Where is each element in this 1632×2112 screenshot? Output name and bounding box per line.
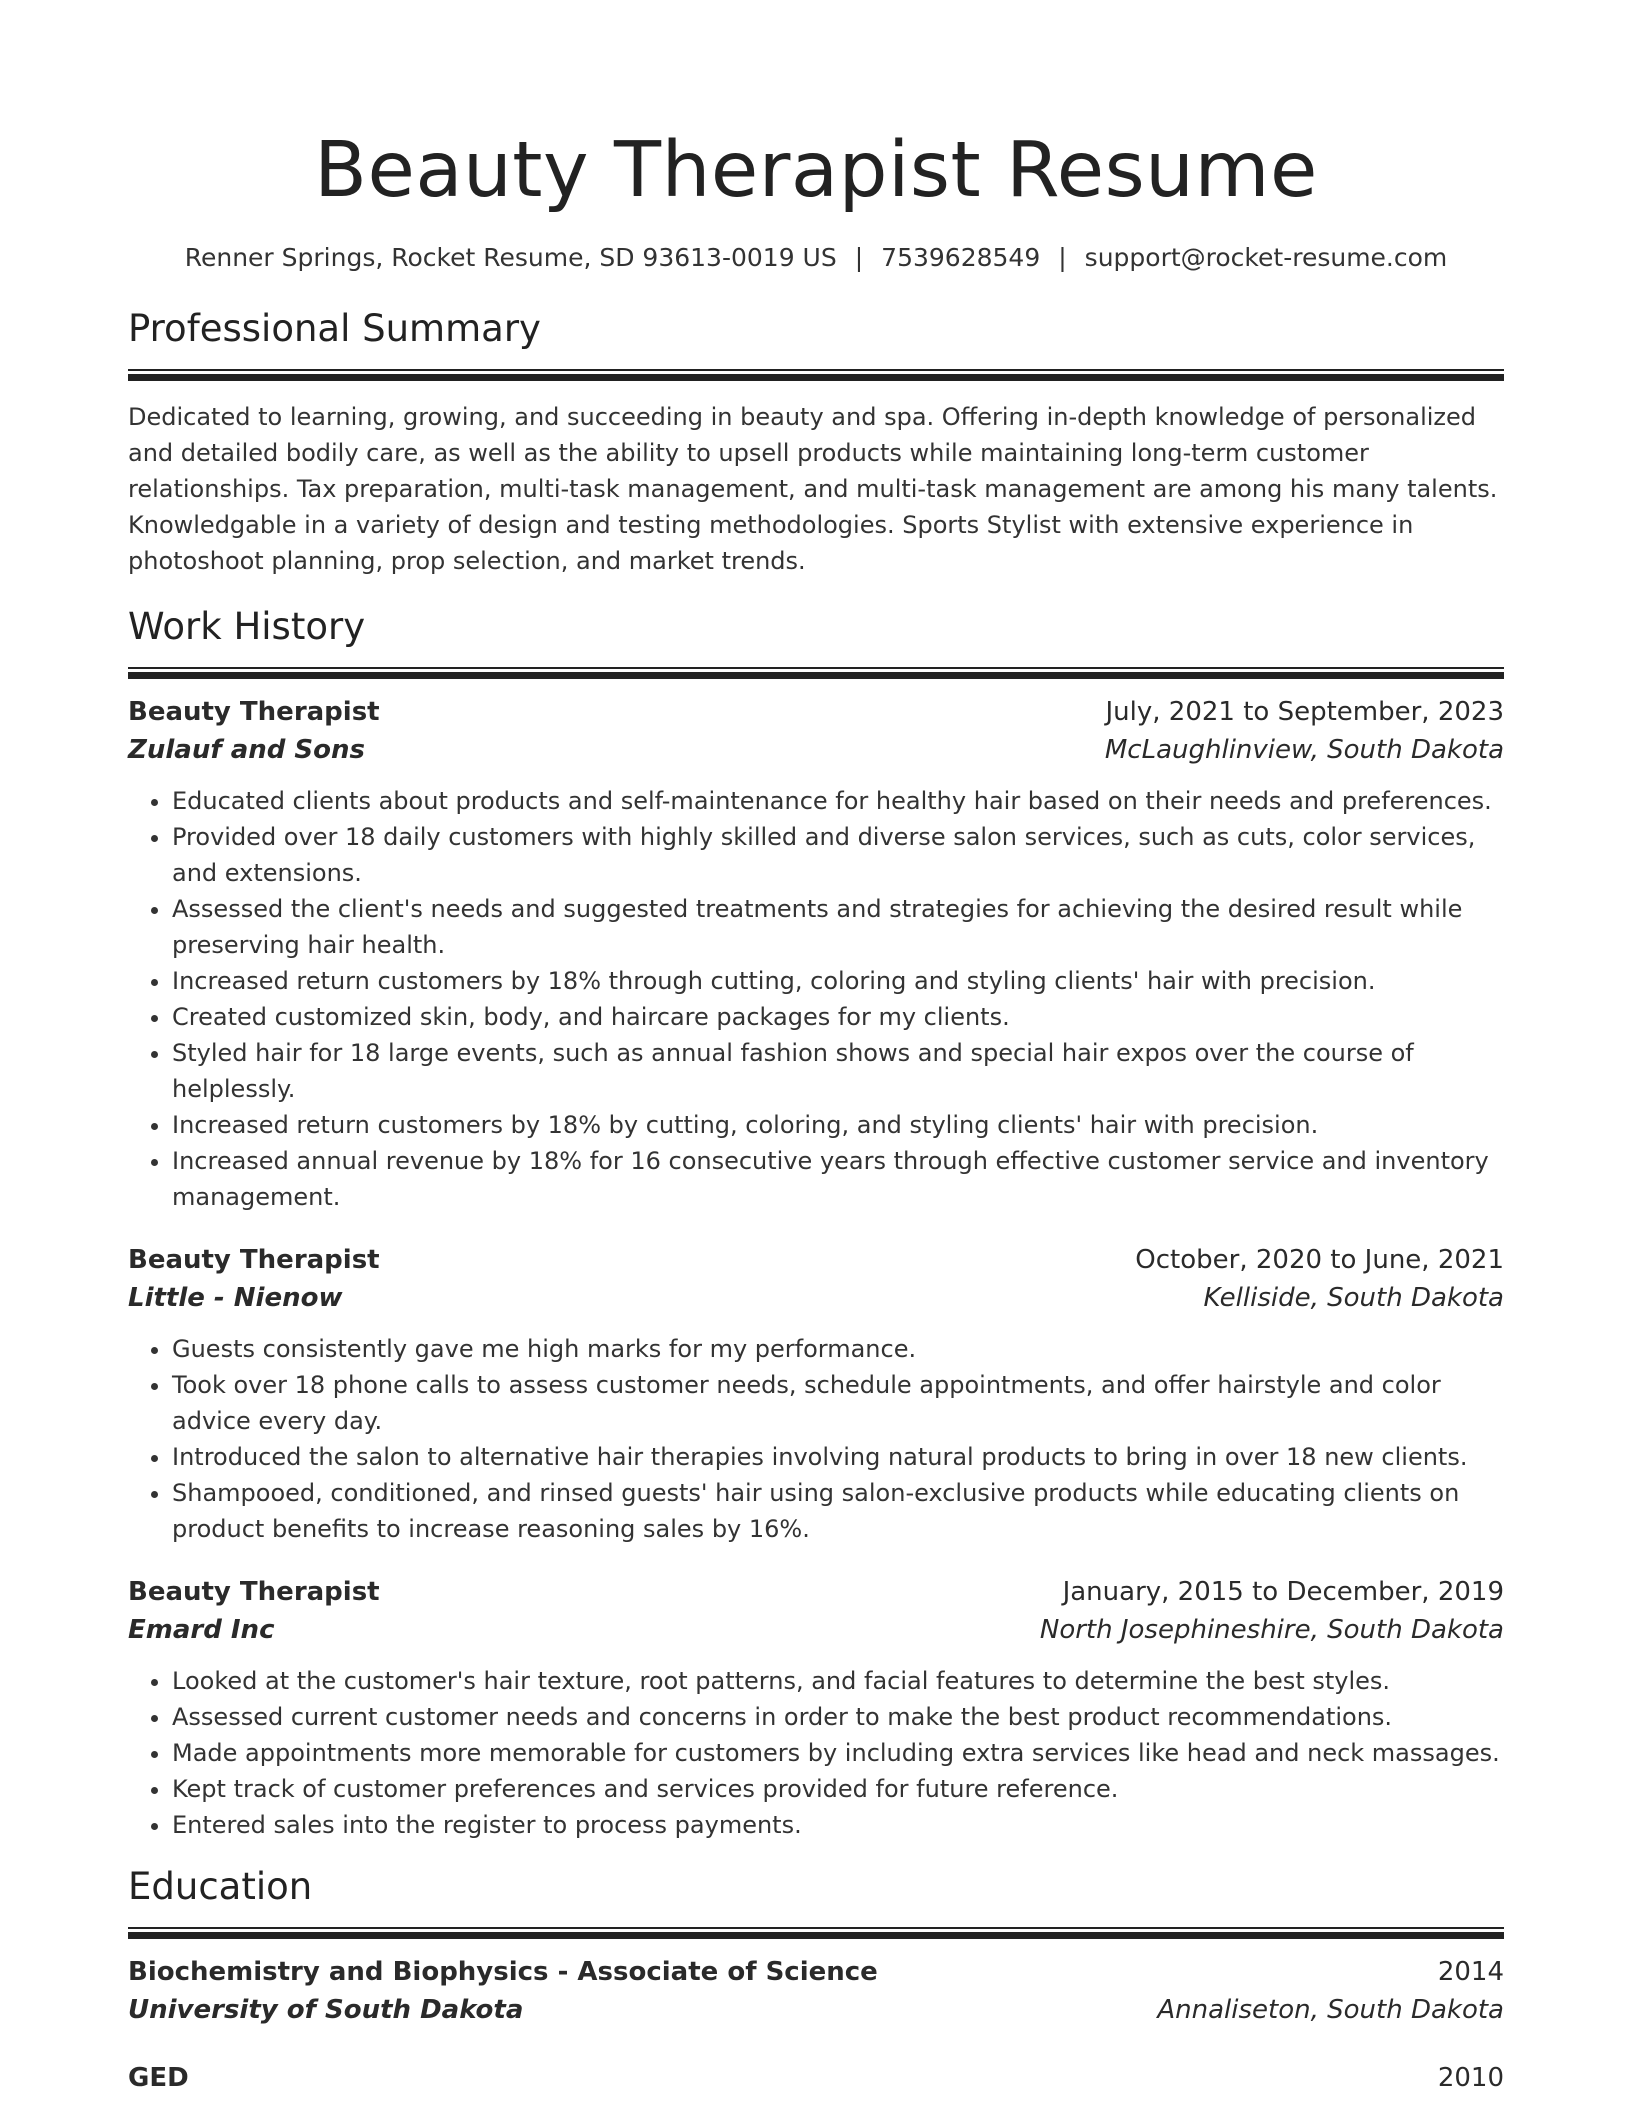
job-header-row	[128, 1573, 1504, 1611]
contact-line	[128, 241, 1504, 275]
job-bullet: • Took over 18 phone calls to assess customer needs, schedule appointments, and offer hairstyle and color advice every day.	[172, 1367, 1504, 1439]
job-title: Beauty Therapist	[128, 697, 380, 727]
job-header-row	[128, 1241, 1504, 1279]
contact-email[interactable]: support@rocket-resume.com	[1084, 243, 1448, 272]
job-entry	[128, 1241, 1504, 1547]
education-entry	[128, 2059, 1504, 2097]
education-degree: Biochemistry and Biophysics - Associate of Science	[128, 1957, 878, 1987]
job-bullets	[128, 1663, 1504, 1843]
job-bullet: • Provided over 18 daily customers with highly skilled and diverse salon services, such as cuts, color services, and extensions.	[172, 819, 1504, 891]
section-divider	[128, 369, 1504, 381]
job-bullet: • Styled hair for 18 large events, such as annual fashion shows and special hair expos over the course of helplessly.	[172, 1035, 1504, 1107]
education-degree: GED	[128, 2063, 189, 2093]
education-year: 2010	[1437, 2063, 1504, 2093]
job-title: Beauty Therapist	[128, 1245, 380, 1275]
job-title: Beauty Therapist	[128, 1577, 380, 1607]
job-bullet: • Made appointments more memorable for customers by including extra services like head and neck massages.	[172, 1735, 1504, 1771]
job-bullet: • Increased return customers by 18% through cutting, coloring and styling clients' hair with precision.	[172, 963, 1504, 999]
education-school: University of South Dakota	[128, 1995, 524, 2025]
education-location: Annaliseton, South Dakota	[1157, 1995, 1504, 2025]
job-bullet: • Shampooed, conditioned, and rinsed guests' hair using salon-exclusive products while educating clients on product benefits to increase reasoning sales by 16%.	[172, 1475, 1504, 1547]
job-company-row	[128, 1279, 1504, 1317]
summary-text: Dedicated to learning, growing, and succeeding in beauty and spa. Offering in-depth knowledge of personalized and detailed bodily care, as well as the ability to upsell products while maintaining long-term customer relationships. Tax preparation, multi-task management, and multi-task management are among his many talents. Knowledgable in a variety of design and testing methodologies. Sports Stylist with extensive experience in photoshoot planning, prop selection, and market trends.	[128, 403, 1498, 575]
job-bullet: • Introduced the salon to alternative hair therapies involving natural products to bring in over 18 new clients.	[172, 1439, 1504, 1475]
job-bullet: • Educated clients about products and self-maintenance for healthy hair based on their needs and preferences.	[172, 783, 1504, 819]
job-company-row	[128, 1611, 1504, 1649]
job-bullet: • Kept track of customer preferences and services provided for future reference.	[172, 1771, 1504, 1807]
job-dates: July, 2021 to September, 2023	[1105, 697, 1504, 727]
work-history-heading: Work History	[128, 605, 366, 648]
section-divider	[128, 1927, 1504, 1939]
education-year: 2014	[1437, 1957, 1504, 1987]
education-school-row	[128, 1991, 1504, 2029]
section-divider	[128, 667, 1504, 679]
job-header-row	[128, 693, 1504, 731]
education-heading: Education	[128, 1865, 313, 1908]
job-company-row	[128, 731, 1504, 769]
job-location: Kelliside, South Dakota	[1203, 1283, 1504, 1313]
education-degree-row	[128, 1953, 1504, 1991]
job-location: McLaughlinview, South Dakota	[1104, 735, 1504, 765]
contact-phone: 7539628549	[881, 243, 1041, 272]
job-dates: January, 2015 to December, 2019	[1062, 1577, 1504, 1607]
summary-section	[128, 305, 1504, 579]
education-section	[128, 1863, 1504, 2097]
job-entry	[128, 693, 1504, 1215]
job-bullet: • Entered sales into the register to process payments.	[172, 1807, 1504, 1843]
job-company: Zulauf and Sons	[128, 735, 365, 765]
contact-separator: |	[854, 243, 864, 272]
job-location: North Josephineshire, South Dakota	[1039, 1615, 1504, 1645]
resume-title: Beauty Therapist Resume	[314, 126, 1318, 215]
job-dates: October, 2020 to June, 2021	[1135, 1245, 1504, 1275]
work-history-section	[128, 603, 1504, 1843]
job-company: Little - Nienow	[128, 1283, 343, 1313]
job-bullet: • Increased annual revenue by 18% for 16 consecutive years through effective customer service and inventory management.	[172, 1143, 1504, 1215]
education-entry	[128, 1953, 1504, 2029]
summary-heading: Professional Summary	[128, 307, 541, 350]
job-bullet: • Increased return customers by 18% by cutting, coloring, and styling clients' hair with precision.	[172, 1107, 1504, 1143]
job-bullets	[128, 783, 1504, 1215]
job-bullets	[128, 1331, 1504, 1547]
job-bullet: • Assessed current customer needs and concerns in order to make the best product recommendations.	[172, 1699, 1504, 1735]
contact-address: Renner Springs, Rocket Resume, SD 93613-0019 US	[184, 243, 837, 272]
contact-separator: |	[1058, 243, 1067, 272]
job-entry	[128, 1573, 1504, 1843]
job-bullet: • Looked at the customer's hair texture, root patterns, and facial features to determine the best styles.	[172, 1663, 1504, 1699]
job-bullet: • Guests consistently gave me high marks for my performance.	[172, 1331, 1504, 1367]
job-bullet: • Assessed the client's needs and suggested treatments and strategies for achieving the desired result while preserving hair health.	[172, 891, 1504, 963]
job-bullet: • Created customized skin, body, and haircare packages for my clients.	[172, 999, 1504, 1035]
job-company: Emard Inc	[128, 1615, 275, 1645]
education-degree-row	[128, 2059, 1504, 2097]
